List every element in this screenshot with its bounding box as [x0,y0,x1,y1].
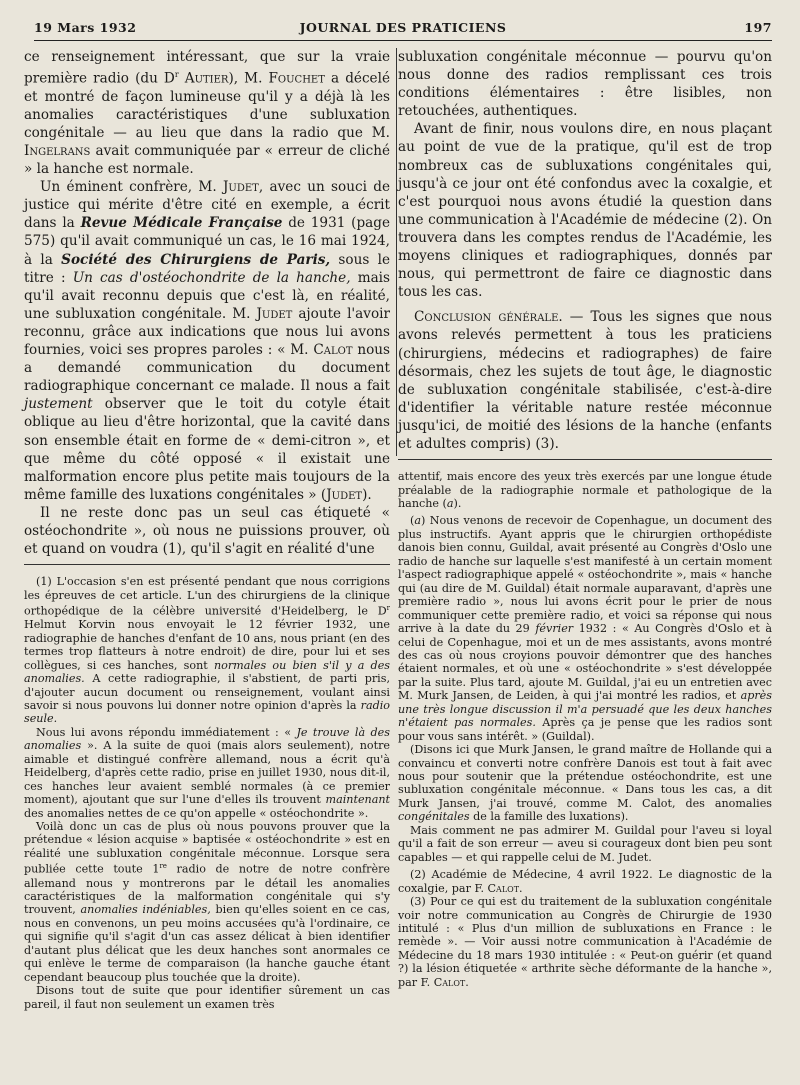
right-column [398,48,772,989]
paragraph: Un éminent confrère, M. Judet, avec un souci de justice qui mérite d'être cité en exemple, a écrit dans la Revue Médicale Française de 1931 (page 575) qu'il avait communiqué un cas, le 16 mai 1924, à la Société des Chirurgiens de Paris, sous le titre : Un cas d'ostéochondrite de la hanche, mais qu'il avait reconnu depuis que c'est là, en réalité, une subluxation congénitale. M. Judet ajoute l'avoir reconnu, grâce aux indications que nous lui avons fournies, voici ses propres paroles : « M. Calot nous a demandé communication du document radiographique concernant ce malade. Il nous a fait justement observer que le toit du cotyle était oblique au lieu d'être horizontal, que la cavité dans son ensemble était en forme de « demi-citron », et que même du côté opposé « il existait une malformation encore plus petite mais toujours de la même famille des luxations congénitales » (Judet). [24,179,391,503]
footnote: attentif, mais encore des yeux très exercés par une longue étude préalable de la radiographie normale et pathologique de la hanche (a). [398,470,772,510]
left-main-text [24,48,390,558]
running-header [34,18,772,41]
right-main-text [398,48,772,453]
page-number: 197 [744,20,772,35]
column-divider [396,48,397,456]
footnote-rule [24,564,390,565]
footnote: (1) L'occasion s'en est présenté pendant que nous corrigions les épreuves de cet article. L'un des chirurgiens de la clinique orthopédique de la célèbre université d'Heidelberg, le $D^r$ Helmut Korvin nous envoyait le 12 février 1932, une radiographie de hanches d'enfant de 10 ans, nous priant (en des termes trop flatteurs à notre endroit) de dire, pour lui et ses collègues, si ces hanches, sont normales ou bien s'il y a des anomalies. A cette radiographie, il s'abstient, de parti pris, d'ajouter aucun document ou renseignement, voulant ainsi savoir si nous pouvons lui donner notre opinion d'après la radio seule. [24,575,391,726]
footnote: Voilà donc un cas de plus où nous pouvons prouver que la prétendue « lésion acquise » baptisée « ostéochondrite » est en réalité une subluxation congénitale méconnue. Lorsque sera publiée cette toute 1re radio de notre de notre confrère allemand nous y montrerons par le détail les anomalies caractéristiques de la malformation congénitale qui s'y trouvent, anomalies indéniables, bien qu'elles soient en ce cas, nous en convenons, un peu moins accusées qu'à l'ordinaire, ce qui signifie qu'il s'agit d'un cas assez délicat à bien identifier d'autant plus délicat que les deux hanches sont anormales ce qui enlève le terme de comparaison (la hanche gauche étant cependant beaucoup plus touchée que la droite). [24,820,390,984]
footnote: Nous lui avons répondu immédiatement : « Je trouve là des anomalies ». A la suite de quoi (mais alors seulement), notre aimable et distingué confrère allemand, nous a écrit qu'à Heidelberg, d'après cette radio, prise en juillet 1930, nous dit-il, ces hanches leur avaient semblé normales (à ce premier moment), ajoutant que sur l'une d'elles ils trouvent maintenant des anomalies nettes de ce qu'on appelle « ostéochondrite ». [24,725,391,820]
conclusion-paragraph: Conclusion générale. — Tous les signes que nous avons relevés permettent à tous les praticiens (chirurgiens, médecins et radiographes) de faire désormais, chez les sujets de tout âge, le diagnostic de subluxation congénitale stabilisée, c'est-à-dire d'identifier la véritable nature restée méconnue jusqu'ici, de moitié des lésions de la hanche (enfants et adultes compris) (3). [398,309,772,452]
journal-title: JOURNAL DES PRATICIENS [299,20,507,35]
paragraph: Il ne reste donc pas un seul cas étiqueté « ostéochondrite », où nous ne puissions prouver, où et quand on voudra (1), qu'il s'agit en réalité d'une [24,504,390,558]
footnote: Mais comment ne pas admirer M. Guildal pour l'aveu si loyal qu'il a fait de son erreur — aveu si courageux dont bien peu sont capables — et qui rappelle celui de M. Judet. [398,823,772,864]
left-footnotes [24,575,390,1011]
footnote: (3) Pour ce qui est du traitement de la subluxation congénitale voir notre communication au Congrès de Chirurgie de 1930 intitulé : « Plus d'un million de subluxations en France : le remède ». — Voir aussi notre communication à l'Académie de Médecine du 18 mars 1930 intitulée : « Peut-on guérir (et quand ?) la lésion étiquetée « arthrite sèche déformante de la hanche », par F. Calot. [398,895,772,989]
paragraph: subluxation congénitale méconnue — pourvu qu'on nous donne des radios remplissant ces trois conditions élémentaires : être lisibles, non retouchées, authentiques. [398,49,772,120]
paragraph: Avant de finir, nous voulons dire, en nous plaçant au point de vue de la pratique, qu'il est de trop nombreux cas de subluxations congénitales qui, jusqu'à ce jour ont été confondus avec la coxalgie, et c'est pourquoi nous avons étudié la question dans une communication à l'Académie de médecine (2). On trouvera dans les comptes rendus de l'Académie, les moyens cliniques et radiographiques, donnés par nous, qui permettront de faire ce diagnostic dans tous les cas. [398,121,772,301]
footnote-rule [398,459,772,460]
footnote: (a) Nous venons de recevoir de Copenhague, un document des plus instructifs. Ayant appris que le chirurgien orthopédiste danois bien connu, Guildal, avait présenté au Congrès d'Oslo une radio de hanche sur laquelle s'est manifesté à un certain moment l'aspect radiographique appelé « ostéochondrite », mais « hanche qui (au dire de M. Guildal) était normale auparavant, d'après une première radio », nous lui avons écrit pour le prier de nous communiquer cette première radio, et voici sa réponse qui nous arrive à la date du 29 février 1932 : « Au Congrès d'Oslo et à celui de Copenhague, moi et un de mes assistants, avons montré des cas où nous croyions pouvoir démontrer que des hanches étaient normales, et où une « ostéochondrite » s'est développée par la suite. Plus tard, ajoute M. Guildal, j'ai eu un entretien avec M. Murk Jansen, de Leiden, à qui j'ai montré les radios, et après une très longue discussion il m'a persuadé que les deux hanches n'étaient pas normales. Après ça je pense que les radios sont pour vous sans intérêt. » (Guildal). [398,514,773,743]
footnote: Disons tout de suite que pour identifier sûrement un cas pareil, il faut non seulement un examen très [24,984,390,1011]
conclusion-heading: Conclusion générale. [414,309,563,326]
footnote: (2) Académie de Médecine, 4 avril 1922. Le diagnostic de la coxalgie, par F. Calot. [398,868,772,895]
right-footnotes [398,470,772,989]
paragraph: ce renseignement intéressant, que sur la vraie première radio (du $D^r$ Autier), M. Fouchet a décelé et montré de façon lumineuse qu'il y a déjà là les anomalies caractéristiques d'une subluxation congénitale — au lieu que dans la radio que M. Ingelrans avait communiquée par « erreur de cliché » la hanche est normale. [24,49,390,178]
issue-date: 19 Mars 1932 [34,20,137,35]
footnote: (Disons ici que Murk Jansen, le grand maître de Hollande qui a convaincu et converti notre confrère Danois est tout à fait avec nous pour soutenir que la prétendue ostéochondrite, est une subluxation congénitale méconnue. « Dans tous les cas, a dit Murk Jansen, j'ai trouvé, comme M. Calot, des anomalies congénitales de la famille des luxations). [398,743,772,824]
left-column [24,48,390,1011]
